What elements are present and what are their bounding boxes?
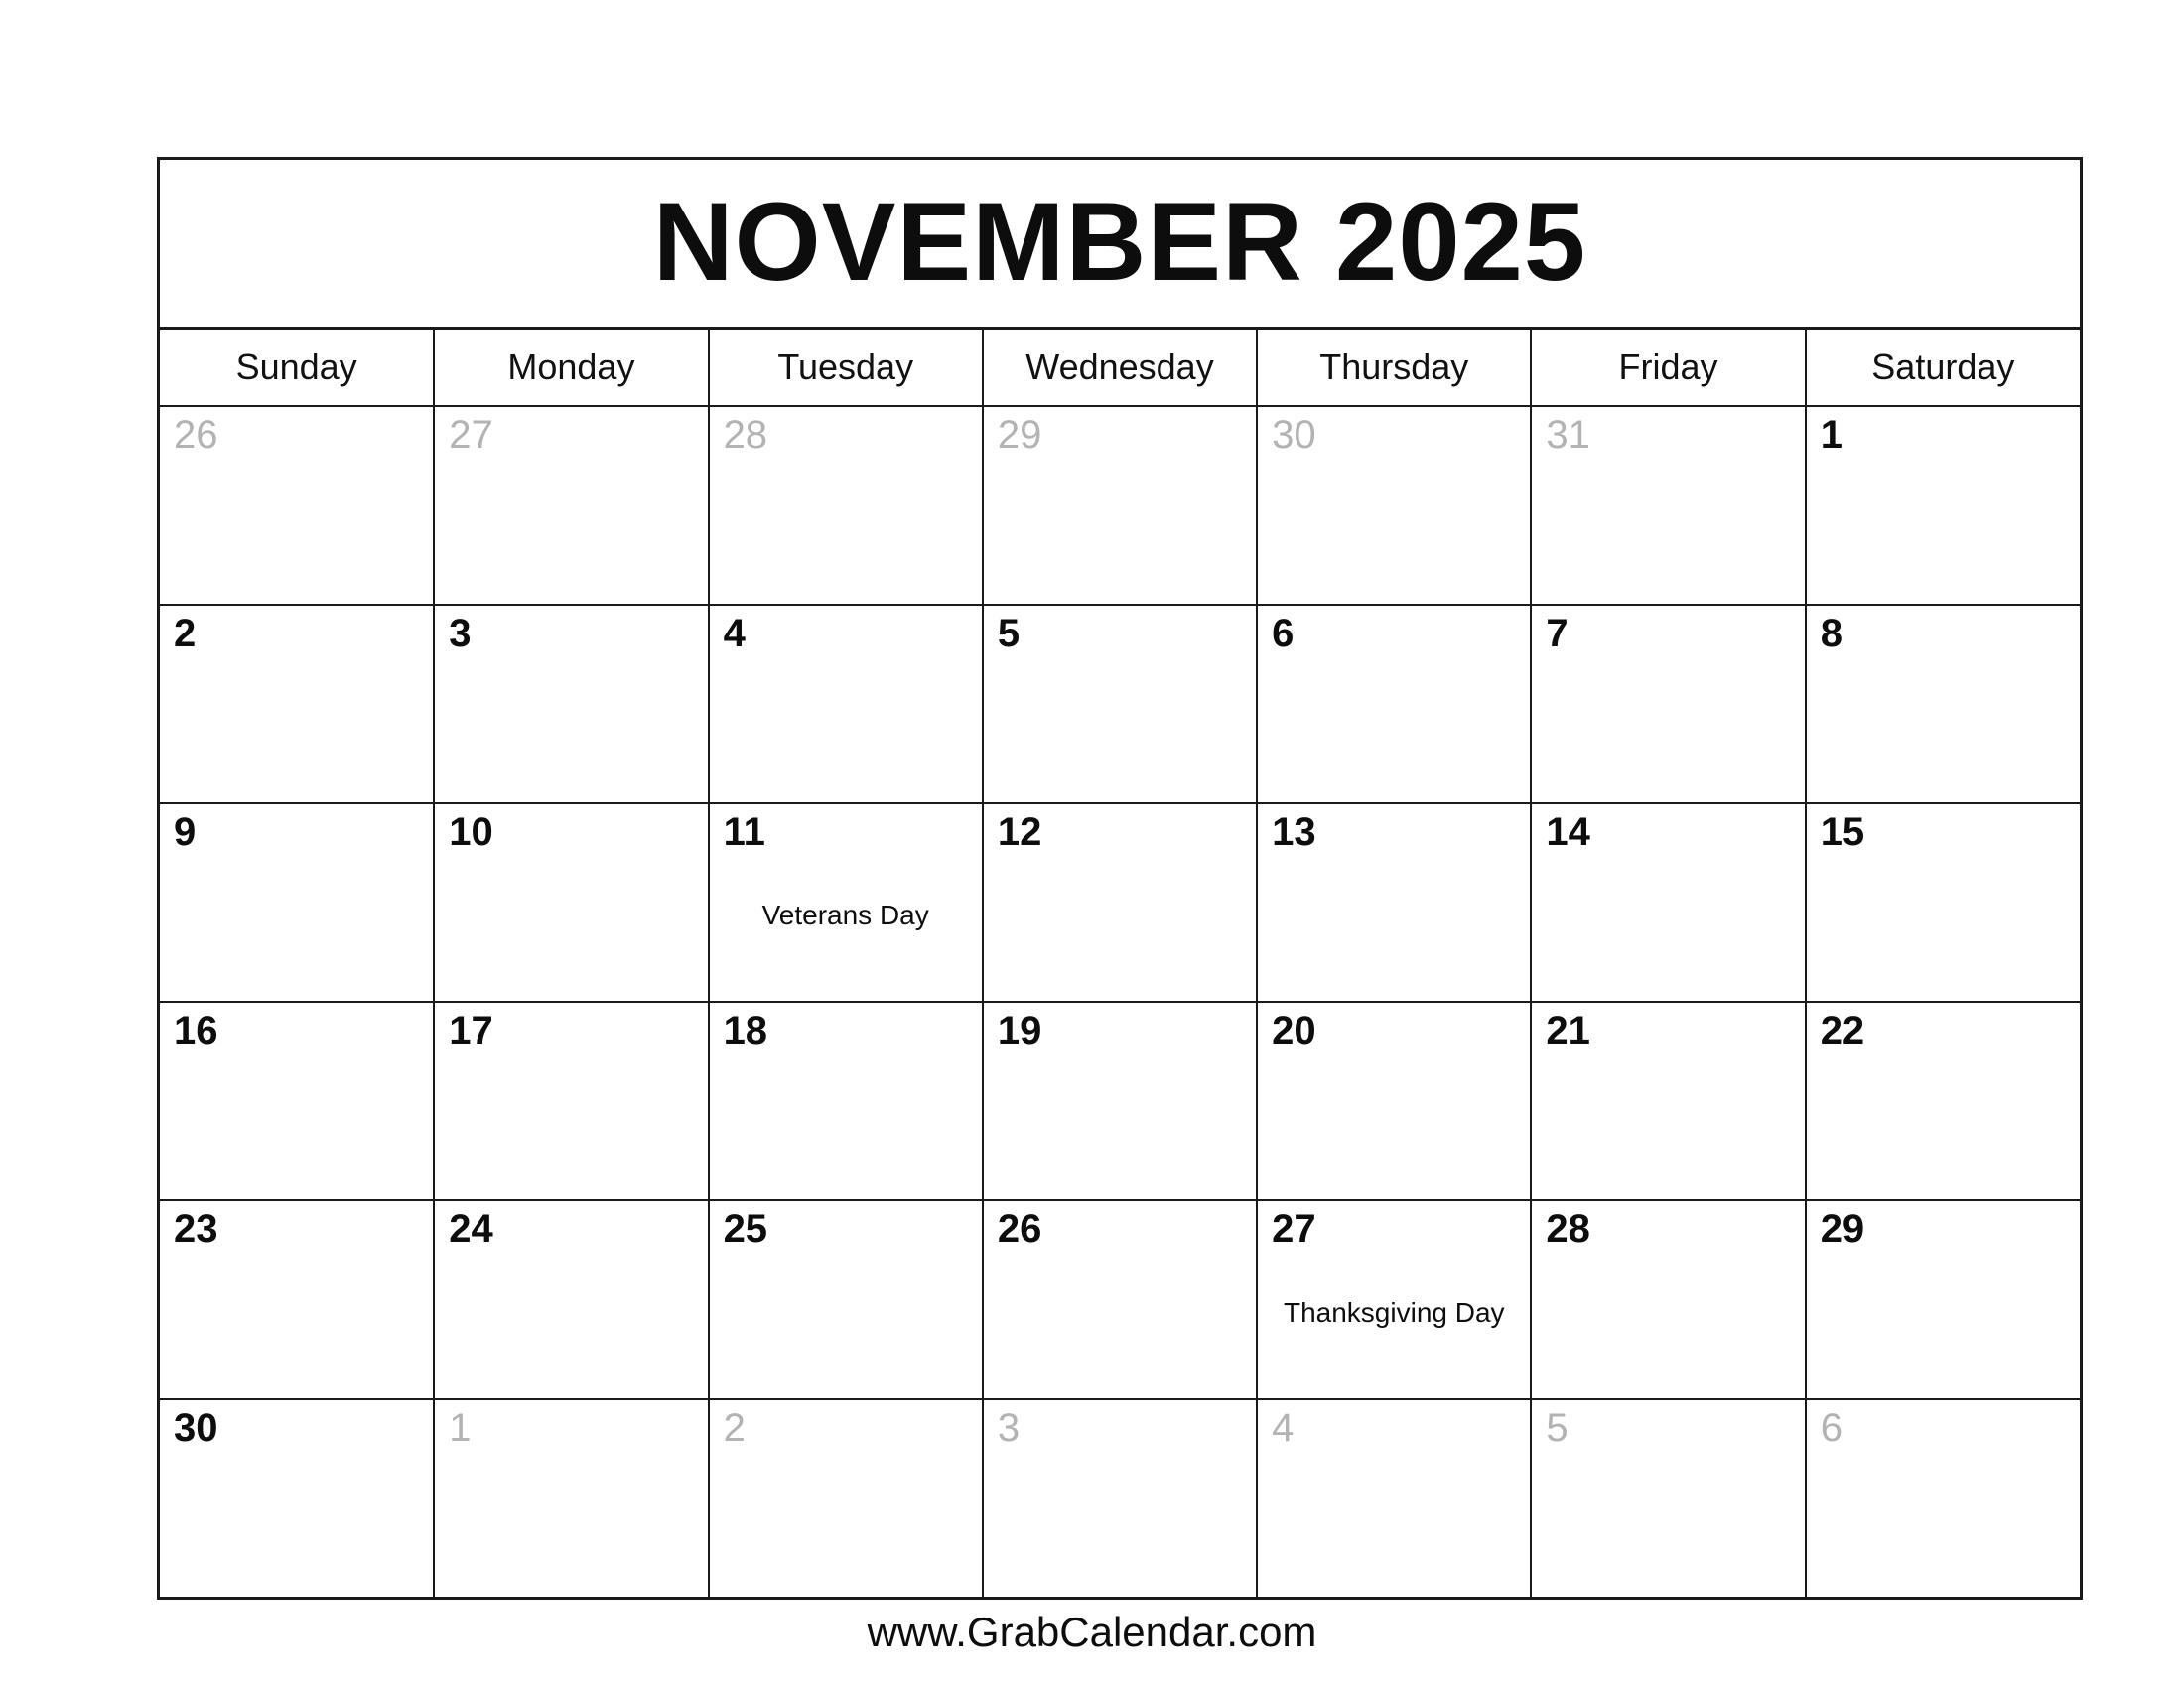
day-cell[interactable]: [160, 605, 434, 803]
day-number: 5: [997, 611, 1021, 655]
day-cell[interactable]: [160, 1399, 434, 1597]
day-cell[interactable]: [160, 803, 434, 1002]
weekday-header-monday: Monday: [434, 330, 708, 406]
day-number: 27: [449, 412, 493, 457]
day-cell[interactable]: [1531, 1002, 1805, 1200]
day-cell[interactable]: [1531, 1200, 1805, 1399]
calendar-week-row: [160, 1399, 2080, 1597]
day-number: 26: [174, 412, 218, 457]
calendar-week-row: [160, 803, 2080, 1002]
day-cell[interactable]: [1257, 1399, 1531, 1597]
calendar-week-row: [160, 1002, 2080, 1200]
day-cell[interactable]: [1257, 1200, 1531, 1399]
day-cell[interactable]: [709, 1200, 983, 1399]
day-number: 10: [449, 809, 493, 854]
weekday-header-tuesday: Tuesday: [709, 330, 983, 406]
day-number: 19: [997, 1008, 1042, 1053]
day-number: 1: [1820, 412, 1843, 457]
day-number: 7: [1546, 611, 1569, 655]
day-number: 26: [997, 1206, 1042, 1251]
day-number: 9: [174, 809, 197, 854]
day-cell[interactable]: [1806, 406, 2080, 605]
day-number: 22: [1820, 1008, 1865, 1053]
day-cell[interactable]: [434, 406, 708, 605]
day-cell[interactable]: [983, 1399, 1257, 1597]
calendar-week-row: [160, 406, 2080, 605]
day-cell[interactable]: [434, 1399, 708, 1597]
day-cell[interactable]: [983, 1200, 1257, 1399]
weekday-header-saturday: Saturday: [1806, 330, 2080, 406]
day-number: 15: [1820, 809, 1865, 854]
day-number: 20: [1272, 1008, 1316, 1053]
day-cell[interactable]: [983, 803, 1257, 1002]
day-number: 5: [1546, 1405, 1569, 1450]
day-number: 30: [1272, 412, 1316, 457]
day-cell[interactable]: [1806, 605, 2080, 803]
day-cell[interactable]: [709, 803, 983, 1002]
calendar-container: [157, 157, 2083, 1600]
day-number: 29: [1820, 1206, 1865, 1251]
day-number: 1: [449, 1405, 472, 1450]
day-number: 3: [449, 611, 472, 655]
day-cell[interactable]: [160, 1200, 434, 1399]
weekday-header-thursday: Thursday: [1257, 330, 1531, 406]
day-number: 25: [723, 1206, 768, 1251]
calendar-grid: [160, 330, 2080, 1597]
day-cell[interactable]: [1257, 803, 1531, 1002]
day-number: 24: [449, 1206, 493, 1251]
day-number: 6: [1272, 611, 1295, 655]
day-cell[interactable]: [983, 406, 1257, 605]
page-title: NOVEMBER 2025: [652, 180, 1587, 304]
day-number: 31: [1546, 412, 1590, 457]
day-cell[interactable]: [1257, 1002, 1531, 1200]
day-cell[interactable]: [709, 605, 983, 803]
day-number: 17: [449, 1008, 493, 1053]
day-cell[interactable]: [1806, 1200, 2080, 1399]
day-cell[interactable]: [434, 803, 708, 1002]
footer-website: www.GrabCalendar.com: [867, 1609, 1317, 1655]
day-cell[interactable]: [709, 406, 983, 605]
day-cell[interactable]: [983, 1002, 1257, 1200]
day-number: 12: [997, 809, 1042, 854]
day-number: 13: [1272, 809, 1316, 854]
day-cell[interactable]: [709, 1399, 983, 1597]
day-cell[interactable]: [160, 1002, 434, 1200]
day-number: 4: [723, 611, 746, 655]
day-event: Thanksgiving Day: [1283, 1296, 1505, 1328]
day-cell[interactable]: [709, 1002, 983, 1200]
day-number: 27: [1272, 1206, 1316, 1251]
day-event: Veterans Day: [761, 899, 929, 930]
day-number: 11: [723, 809, 765, 854]
weekday-header-wednesday: Wednesday: [983, 330, 1257, 406]
day-cell[interactable]: [1531, 803, 1805, 1002]
day-number: 21: [1546, 1008, 1590, 1053]
day-cell[interactable]: [434, 1200, 708, 1399]
day-cell[interactable]: [1257, 605, 1531, 803]
day-number: 4: [1272, 1405, 1295, 1450]
day-cell[interactable]: [1531, 406, 1805, 605]
day-cell[interactable]: [1531, 1399, 1805, 1597]
weekday-header-friday: Friday: [1531, 330, 1805, 406]
day-number: 18: [723, 1008, 768, 1053]
day-number: 30: [174, 1405, 218, 1450]
day-cell[interactable]: [434, 605, 708, 803]
day-cell[interactable]: [983, 605, 1257, 803]
day-cell[interactable]: [1257, 406, 1531, 605]
day-number: 29: [997, 412, 1042, 457]
day-number: 28: [1546, 1206, 1590, 1251]
day-cell[interactable]: [434, 1002, 708, 1200]
day-cell[interactable]: [160, 406, 434, 605]
day-cell[interactable]: [1806, 1002, 2080, 1200]
calendar-week-row: [160, 1200, 2080, 1399]
weekday-header-row: [160, 330, 2080, 406]
day-cell[interactable]: [1806, 803, 2080, 1002]
day-number: 8: [1820, 611, 1843, 655]
day-cell[interactable]: [1806, 1399, 2080, 1597]
day-number: 23: [174, 1206, 218, 1251]
day-number: 16: [174, 1008, 218, 1053]
calendar-week-row: [160, 605, 2080, 803]
day-cell[interactable]: [1531, 605, 1805, 803]
day-number: 6: [1820, 1405, 1843, 1450]
day-number: 28: [723, 412, 768, 457]
weekday-header-sunday: Sunday: [160, 330, 434, 406]
day-number: 14: [1546, 809, 1590, 854]
day-number: 2: [174, 611, 197, 655]
day-number: 3: [997, 1405, 1021, 1450]
day-number: 2: [723, 1405, 746, 1450]
calendar-title-bar: [160, 160, 2080, 330]
